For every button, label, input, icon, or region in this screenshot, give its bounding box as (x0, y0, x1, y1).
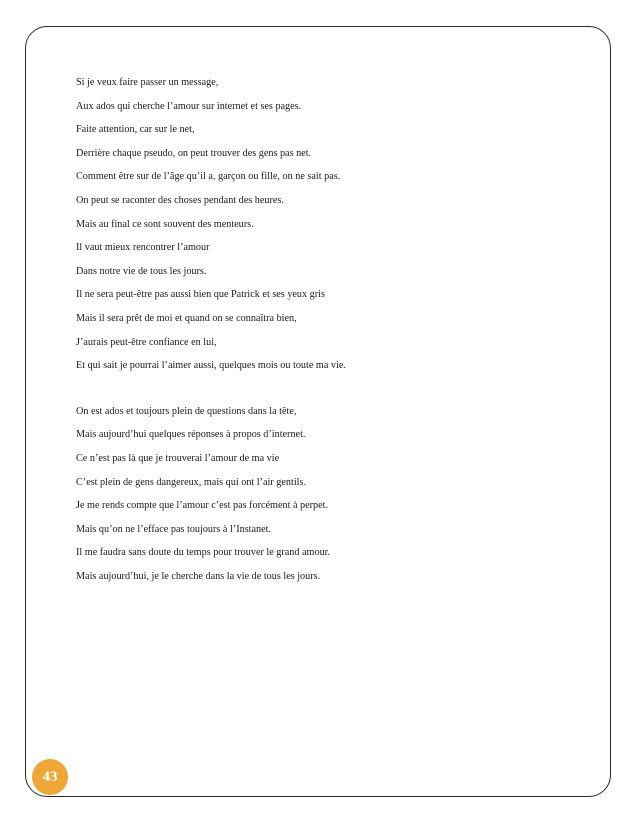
poem-line: Ce n’est pas là que je trouverai l’amour de ma vie (76, 452, 280, 464)
poem-line: On est ados et toujours plein de questions dans la tête, (76, 405, 297, 417)
poem-line: Je me rends compte que l’amour c’est pas forcément à perpet. (76, 500, 329, 512)
poem-line: Il me faudra sans doute du temps pour trouver le grand amour. (76, 547, 331, 559)
stanza-1 (76, 71, 576, 378)
poem-line: C’est plein de gens dangereux, mais qui ont l’air gentils. (76, 476, 307, 488)
poem-line: Mais il sera prêt de moi et quand on se connaîtra bien, (76, 312, 297, 324)
poem-line: Et qui sait je pourrai l’aimer aussi, quelques mois ou toute ma vie. (76, 360, 346, 372)
poem-line: Mais aujourd’hui, je le cherche dans la vie de tous les jours. (76, 570, 321, 582)
poem-line: Mais aujourd’hui quelques réponses à propos d’internet. (76, 429, 306, 441)
poem-line: Comment être sur de l’âge qu’il a, garçon ou fille, on ne sait pas. (76, 171, 341, 183)
poem-line: J’aurais peut-être confiance en lui, (76, 336, 217, 348)
page-number-badge: 43 (32, 759, 68, 795)
poem-line: Si je veux faire passer un message, (76, 77, 219, 88)
poem-body (76, 71, 576, 588)
poem-line: Aux ados qui cherche l’amour sur internet et ses pages. (76, 100, 302, 112)
poem-line: Dans notre vie de tous les jours. (76, 265, 207, 277)
poem-line: Il vaut mieux rencontrer l’amour (76, 242, 210, 254)
poem-line: Derrière chaque pseudo, on peut trouver des gens pas net. (76, 147, 312, 159)
poem-line: Mais qu’on ne l’efface pas toujours à l’Instanet. (76, 523, 272, 535)
stanza-2 (76, 400, 576, 589)
poem-line: Faite attention, car sur le net, (76, 124, 195, 136)
poem-line: On peut se raconter des choses pendant des heures. (76, 194, 284, 206)
poem-line: Il ne sera peut-être pas aussi bien que Patrick et ses yeux gris (76, 289, 325, 301)
poem-line: Mais au final ce sont souvent des menteurs. (76, 218, 254, 230)
